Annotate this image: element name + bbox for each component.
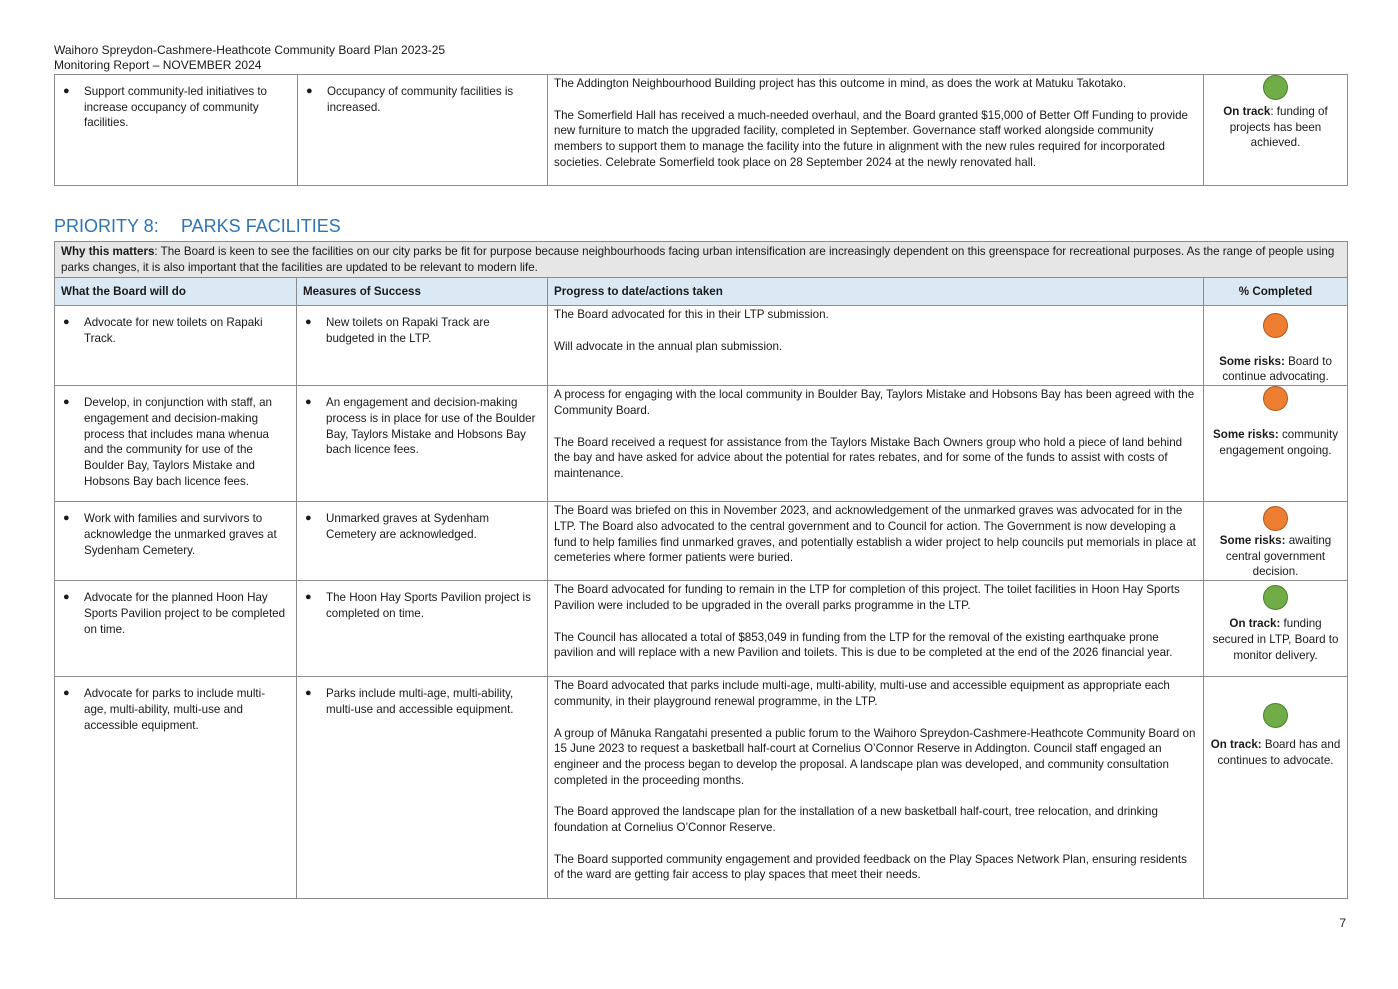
continuation-table (54, 74, 1348, 186)
column-header-do: What the Board will do (55, 278, 297, 306)
progress-paragraph: The Board approved the landscape plan for the installation of a new basketball half-court, tree relocation, and drinking foundation at Cornelius O’Connor Reserve. (554, 805, 1158, 835)
table-row (55, 386, 1348, 502)
board-action-cell: ● Develop, in conjunction with staff, an engagement and decision-making process that includes mana whenua and the community for use of the Boulder Bay, Taylors Mistake and Hobsons Bay bach licence fees. (55, 386, 297, 502)
why-this-matters-row (55, 242, 1348, 278)
table-row (55, 677, 1348, 899)
bullet-icon: ● (63, 512, 70, 525)
bullet-icon: ● (63, 316, 70, 329)
status-indicator-icon (1263, 313, 1288, 338)
table-row (55, 75, 1348, 186)
status-cell (1204, 75, 1348, 186)
bullet-icon: ● (305, 316, 312, 329)
progress-cell (548, 502, 1204, 581)
priority-number: PRIORITY 8: (54, 216, 159, 236)
status-text: On track: funding of projects has been achieved. (1223, 105, 1328, 150)
why-text: : The Board is keen to see the facilities on our city parks be fit for purpose because neighbourhoods facing urban intensification are increasingly dependent on this greenspace for recreational purposes. As the range of people using parks changes, it is also important that the facilities are updated to be relevant to modern life. (61, 245, 1335, 274)
priority-title: PARKS FACILITIES (181, 216, 341, 236)
progress-cell (548, 306, 1204, 386)
board-action-cell: ● Support community-led initiatives to increase occupancy of community facilities. (55, 75, 298, 186)
board-action-cell: ● Advocate for new toilets on Rapaki Track. (55, 306, 297, 386)
board-action-cell: ● Advocate for the planned Hoon Hay Sports Pavilion project to be completed on time. (55, 581, 297, 677)
column-header-progress: Progress to date/actions taken (548, 278, 1204, 306)
status-indicator-icon (1263, 75, 1288, 100)
bullet-icon: ● (306, 85, 313, 97)
status-text: On track: Board has and continues to advocate. (1210, 738, 1341, 767)
bullet-icon: ● (305, 512, 312, 525)
bullet-icon: ● (305, 591, 312, 604)
progress-paragraph: The Board received a request for assistance from the Taylors Mistake Bach Owners group who hold a piece of land behind the bay and have asked for advice about the potential for rates rebates, and for some of the funds to assist with costs of maintenance. (554, 435, 1183, 480)
progress-paragraph: The Somerfield Hall has received a much-needed overhaul, and the Board granted $15,000 of Better Off Funding to provide new furniture to match the upgraded facility, completed in September. Governance staff worked alongside community members to support them to manage the facility into the future in alignment with the new rules required for incorporated societies. Celebrate Somerfield took place on 28 September 2024 at the newly renovated hall. (554, 108, 1188, 169)
measure-cell: ● The Hoon Hay Sports Pavilion project is completed on time. (297, 581, 548, 677)
table-row (55, 306, 1348, 386)
bullet-icon: ● (63, 396, 70, 409)
bullet-icon: ● (63, 687, 70, 700)
board-action-cell: ● Advocate for parks to include multi-age, multi-ability, multi-use and accessible equipment. (55, 677, 297, 899)
status-text: Some risks: Board to continue advocating. (1219, 354, 1332, 384)
progress-paragraph: The Board advocated for funding to remain in the LTP for completion of this project. The toilet facilities in Hoon Hay Sports Pavilion were included to be upgraded in the overall parks programme in the LTP. (554, 583, 1180, 612)
progress-paragraph: The Board was briefed on this in November 2023, and acknowledgement of the unmarked graves was advocated for in the LTP. The Board also advocated to the central government and to Council for action. The Government is now developing a fund to help families find unmarked graves, and potentially establish a wider project to help councils put memorials in place at cemeteries where former patients were buried. (554, 504, 1196, 565)
progress-cell (548, 581, 1204, 677)
progress-paragraph: The Board advocated that parks include multi-age, multi-ability, multi-use and accessible equipment as appropriate each community, in their playground renewal programme, in the LTP. (554, 679, 1170, 708)
status-cell (1204, 581, 1348, 677)
bullet-icon: ● (305, 396, 312, 409)
status-text: Some risks: community engagement ongoing. (1213, 428, 1339, 457)
progress-paragraph: Will advocate in the annual plan submission. (554, 339, 783, 353)
progress-paragraph: The Council has allocated a total of $853,049 in funding from the LTP for the removal of the existing earthquake prone pavilion and will replace with a new Pavilion and toilets. This is due to be completed at the end of the 2026 financial year. (554, 630, 1173, 660)
status-cell (1204, 386, 1348, 502)
progress-cell (548, 386, 1204, 502)
column-header-completed: % Completed (1204, 278, 1348, 306)
progress-paragraph: The Board supported community engagement and provided feedback on the Play Spaces Network Plan, ensuring residents of the ward are getting fair access to play spaces that meet their needs. (554, 852, 1187, 882)
bullet-icon: ● (63, 591, 70, 604)
measure-cell: ● Occupancy of community facilities is increased. (298, 75, 548, 186)
table-row (55, 581, 1348, 677)
why-label: Why this matters (61, 245, 155, 258)
page-number: 7 (1339, 916, 1346, 930)
progress-cell (548, 677, 1204, 899)
measure-cell: ● New toilets on Rapaki Track are budgeted in the LTP. (297, 306, 548, 386)
progress-paragraph: The Addington Neighbourhood Building project has this outcome in mind, as does the work at Matuku Takotako. (554, 77, 1127, 90)
bullet-icon: ● (305, 687, 312, 700)
progress-paragraph: A process for engaging with the local community in Boulder Bay, Taylors Mistake and Hobsons Bay has been agreed with the Community Board. (554, 388, 1195, 417)
priority-heading (54, 216, 341, 237)
status-indicator-icon (1263, 386, 1288, 411)
progress-paragraph: A group of Mānuka Rangatahi presented a public forum to the Waihoro Spreydon-Cashmere-Heathcote Community Board on 15 June 2023 to request a basketball half-court at Cornelius O’Connor Reserve in Addington. Council staff engaged an engineer and the process began to develop the proposal. A landscape plan was developed, and community consultation completed in the proceeding months. (554, 726, 1196, 787)
status-cell (1204, 502, 1348, 581)
table-row (55, 502, 1348, 581)
page-header (54, 43, 445, 73)
table-header-row (55, 278, 1348, 306)
priority-table (54, 241, 1348, 899)
column-header-measure: Measures of Success (297, 278, 548, 306)
status-text: On track: funding secured in LTP, Board to monitor delivery. (1212, 617, 1339, 662)
status-cell (1204, 677, 1348, 899)
measure-cell: ● An engagement and decision-making process is in place for use of the Boulder Bay, Taylors Mistake and Hobsons Bay bach licence fees. (297, 386, 548, 502)
status-indicator-icon (1263, 506, 1288, 531)
bullet-icon: ● (63, 85, 70, 97)
board-action-cell: ● Work with families and survivors to acknowledge the unmarked graves at Sydenham Cemetery. (55, 502, 297, 581)
plan-title: Waihoro Spreydon-Cashmere-Heathcote Community Board Plan 2023-25 (54, 43, 446, 57)
status-text: Some risks: awaiting central government decision. (1219, 534, 1332, 579)
status-cell (1204, 306, 1348, 386)
measure-cell: ● Unmarked graves at Sydenham Cemetery are acknowledged. (297, 502, 548, 581)
progress-paragraph: The Board advocated for this in their LTP submission. (554, 308, 829, 322)
progress-cell (548, 75, 1204, 186)
status-indicator-icon (1263, 585, 1288, 610)
status-indicator-icon (1263, 703, 1288, 728)
measure-cell: ● Parks include multi-age, multi-ability, multi-use and accessible equipment. (297, 677, 548, 899)
report-subtitle: Monitoring Report – NOVEMBER 2024 (54, 58, 262, 72)
